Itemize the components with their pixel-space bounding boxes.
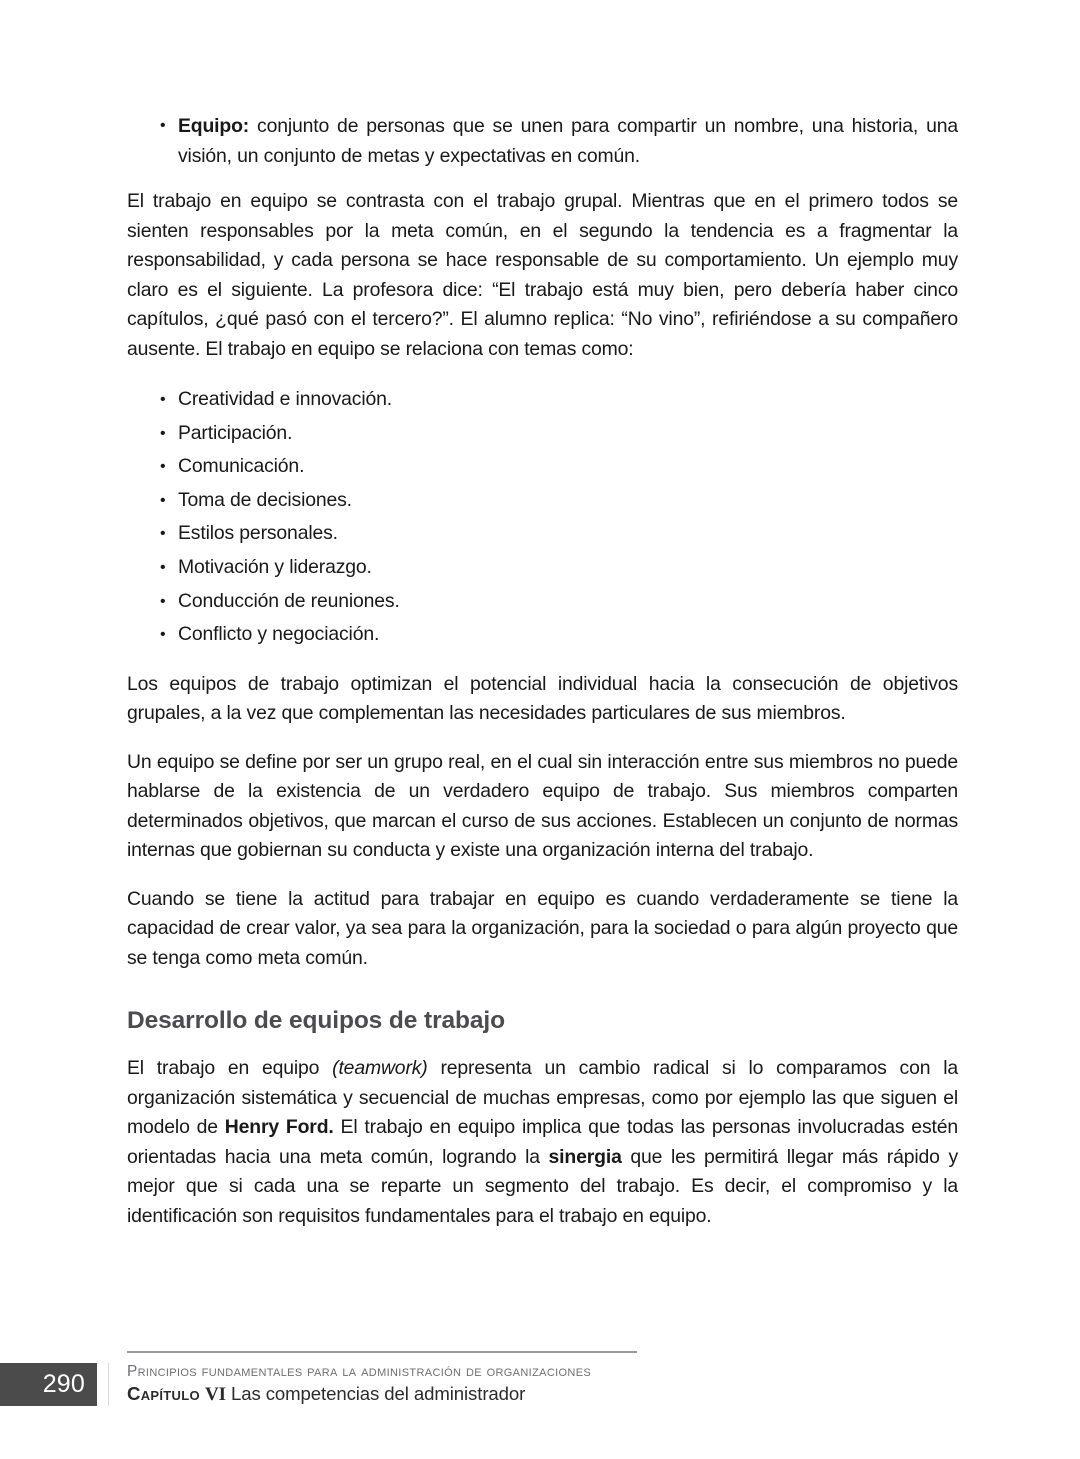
topic-list [127, 383, 958, 652]
topic-list-item: • Toma de decisiones. [127, 484, 958, 518]
paragraph-5-part-4: que les permitirá llegar más rápido y mejor que si cada una se reparte un segmento del trabajo. Es decir, el compromiso y la identificación son requisitos fundamentales para el trabajo en equipo. [127, 1145, 959, 1227]
footer-chapter-title: Las competencias del administrador [230, 1383, 526, 1404]
topic-list-item: • Conducción de reuniones. [127, 585, 958, 619]
page-content [127, 112, 958, 1231]
topic-list-item: • Creatividad e innovación. [127, 383, 958, 417]
footer-book-title: Principios fundamentales para la administración de organizaciones [127, 1363, 592, 1380]
paragraph-3: Un equipo se define por ser un grupo real, en el cual sin interacción entre sus miembros no puede hablarse de la existencia de un verdadero equipo de trabajo. Sus miembros comparten determinados objetivos, que marcan el curso de sus acciones. Establecen un conjunto de normas internas que gobiernan su conducta y existe una organización interna del trabajo. [127, 750, 958, 862]
footer-chapter-word: Capítulo [127, 1383, 200, 1404]
footer-chapter-number: VI [204, 1384, 226, 1405]
page-footer [0, 1363, 1080, 1413]
topic-list-item: • Motivación y liderazgo. [127, 551, 958, 585]
topic-list-item: • Comunicación. [127, 450, 958, 484]
paragraph-5-italic-teamwork: (teamwork) [332, 1057, 428, 1080]
footer-text-block [127, 1361, 727, 1407]
topic-list-item: • Estilos personales. [127, 517, 958, 551]
paragraph-5-part-3: El trabajo en equipo implica que todas las personas involucradas estén orientadas hacia una meta común, logrando la [127, 1116, 958, 1168]
topic-list-item: • Conflicto y negociación. [127, 618, 958, 652]
paragraph-5-bold-henry-ford: Henry Ford. [224, 1116, 334, 1139]
section-heading: Desarrollo de equipos de trabajo [127, 1007, 505, 1035]
paragraph-5-part-2: representa un cambio radical si lo comparamos con la organización sistemática y secuencial de muchas empresas, como por ejemplo las que siguen el modelo de [127, 1057, 958, 1139]
paragraph-2: Los equipos de trabajo optimizan el potencial individual hacia la consecución de objetivos grupales, a la vez que complementan las necesidades particulares de sus miembros. [127, 672, 958, 725]
topic-list-item: • Participación. [127, 417, 958, 451]
paragraph-1: El trabajo en equipo se contrasta con el trabajo grupal. Mientras que en el primero todos se sienten responsables por la meta común, en el segundo la tendencia es a fragmentar la responsabilidad, y cada persona se hace responsable de su comportamiento. Un ejemplo muy claro es el siguiente. La profesora dice: “El trabajo está muy bien, pero debería haber cinco capítulos, ¿qué pasó con el tercero?”. El alumno replica: “No vino”, refiriéndose a su compañero ausente. El trabajo en equipo se relaciona con temas como: [127, 190, 958, 360]
paragraph-4: Cuando se tiene la actitud para trabajar en equipo es cuando verdaderamente se tiene la capacidad de crear valor, ya sea para la organización, para la sociedad o para algún proyecto que se tenga como meta común. [127, 887, 958, 969]
definition-term: Equipo: [178, 115, 250, 137]
paragraph-5-part-1: El trabajo en equipo [127, 1057, 333, 1080]
page-number-badge [0, 1363, 97, 1406]
definition-list [127, 112, 958, 171]
footer-chapter-line [127, 1382, 727, 1407]
paragraph-5 [127, 1054, 958, 1231]
footer-vertical-divider [108, 1363, 109, 1406]
footer-divider-rule [127, 1351, 637, 1353]
page-number: 290 [42, 1370, 85, 1398]
definition-list-item [127, 112, 958, 171]
paragraph-5-bold-sinergia: sinergia [548, 1145, 622, 1168]
definition-text: conjunto de personas que se unen para compartir un nombre, una historia, una visión, un conjunto de metas y expectativas en común. [178, 115, 958, 167]
